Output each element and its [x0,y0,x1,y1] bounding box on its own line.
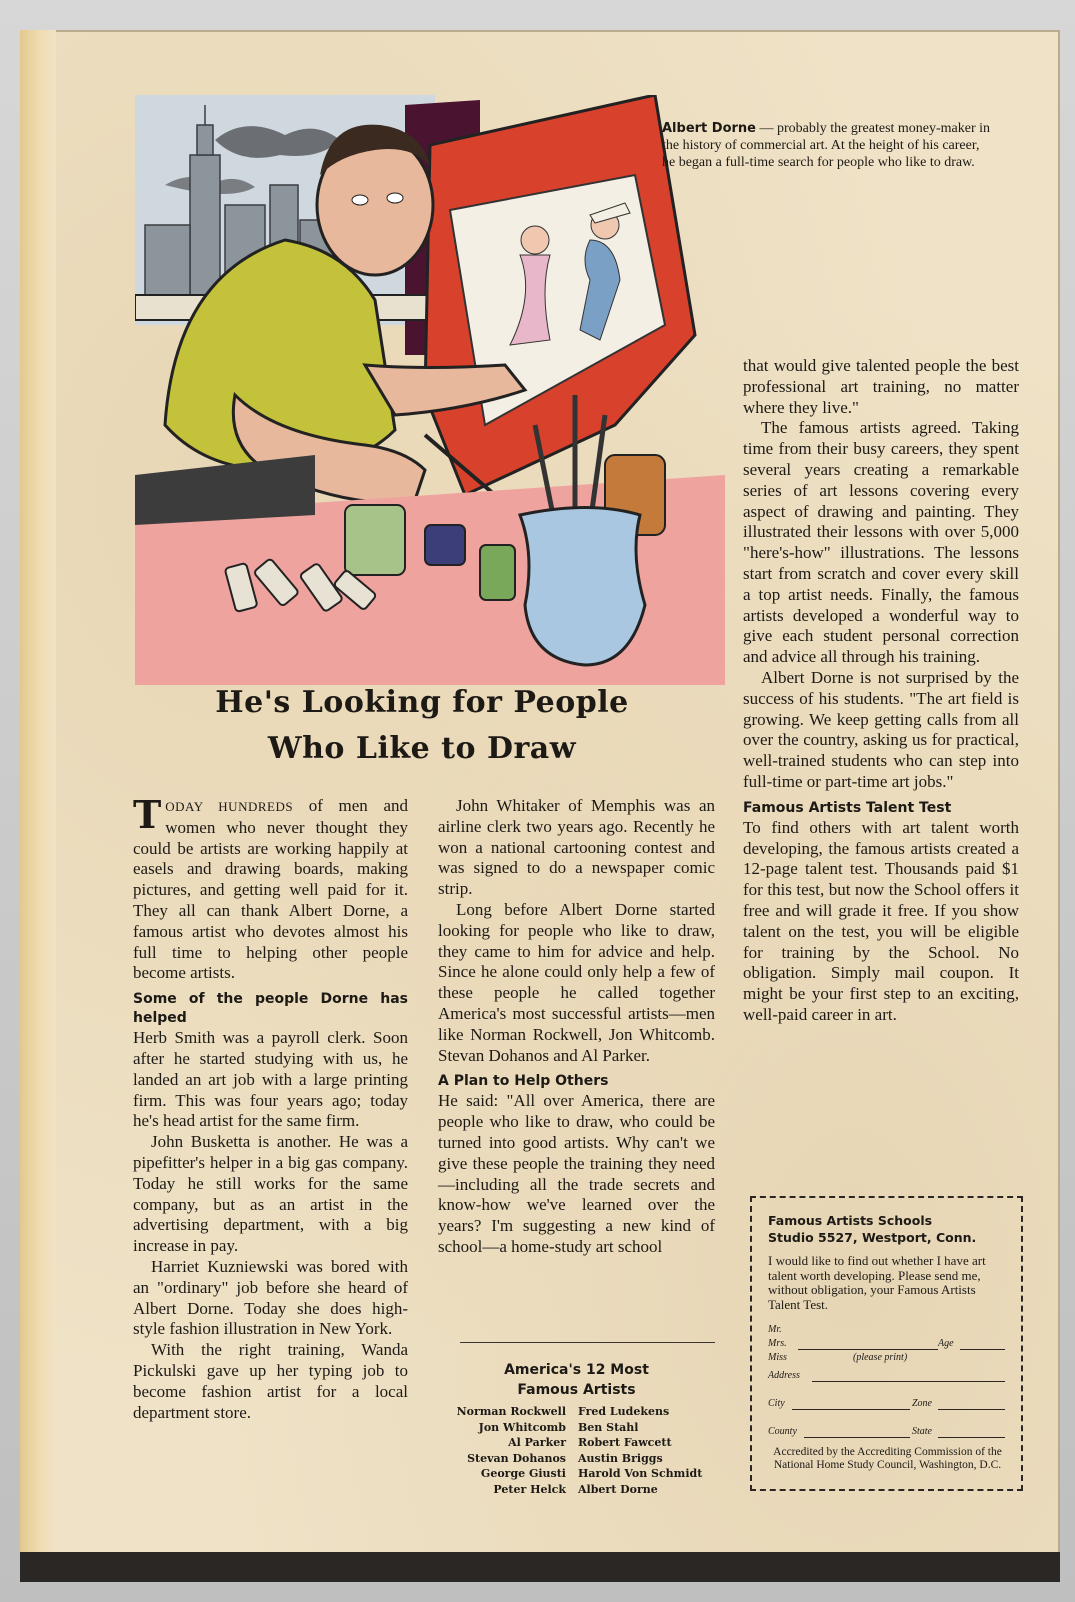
label-address: Address [768,1370,800,1381]
field-mr [768,1324,1007,1338]
artist-name: George Giusti [480,1467,566,1480]
famous-title-line-1: America's 12 Most [504,1362,649,1378]
page-spine [20,30,56,1565]
address-line[interactable] [812,1381,1005,1382]
state-line[interactable] [938,1437,1005,1438]
headline-line-2: Who Like to Draw [267,731,577,766]
lead-caps: ODAY HUNDREDS [165,799,294,814]
article-column-3 [743,356,1019,1026]
artist-name: Stevan Dohanos [467,1451,566,1465]
intro-paragraph [133,792,408,984]
coupon-school-name: Famous Artists Schools [768,1213,933,1228]
drop-cap: T [133,792,162,837]
label-please-print: (please print) [853,1352,908,1363]
paragraph-artists-agreed: The famous artists agreed. Taking time from their busy careers, they spent several years creating a remarkable series of art lessons covering every aspect of drawing and painting. They illustrated their lessons with over 5,000 "here's-how" illustrations. The lessons start from scratch and cover every skill a top artist needs. Finally, the famous artists developed a wonderful way to give each student personal correction and advice all through his training. [743,418,1019,667]
artist-name: Peter Helck [493,1482,566,1496]
paragraph-not-surprised: Albert Dorne is not surprised by the success of his students. "The art field is growing. We keep getting calls from all over the country, asking us for practical, well-trained students who can step into full-time or part-time art jobs." [743,667,1019,791]
label-county: County [768,1426,797,1437]
field-address[interactable] [768,1370,1007,1384]
label-mr: Mr. [768,1324,782,1335]
coupon-request-text: I would like to find out whether I have art talent worth developing. Please send me, without obligation, your Famous Artists Talent Test. [768,1253,986,1312]
paragraph-he-said: He said: "All over America, there are people who like to draw, who could be turned into good artists. Why can't we give these people the training they need—including all the trade secrets and know-how we've learned over the years? I'm suggesting a new kind of school—a home-study art school [438,1091,715,1256]
field-name[interactable] [768,1338,1007,1352]
artist-row [436,1451,726,1467]
subheading-talent-test: Famous Artists Talent Test [743,799,952,816]
page-headline [132,680,712,772]
name-line[interactable] [798,1349,938,1350]
mail-coupon[interactable] [750,1196,1023,1491]
field-city[interactable] [768,1398,1007,1412]
artist-name: Austin Briggs [578,1451,663,1465]
label-age: Age [938,1338,954,1349]
famous-artists-list [436,1404,726,1497]
field-county[interactable] [768,1426,1007,1440]
label-zone: Zone [912,1398,932,1409]
city-line[interactable] [792,1409,910,1410]
illustration-caption [662,120,992,171]
artist-name: Al Parker [508,1436,566,1449]
page-bottom-edge [20,1552,1060,1582]
coupon-accreditation: Accredited by the Accrediting Commission of the National Home Study Council, Washington, D.C. [773,1446,1002,1471]
divider-rule [460,1342,715,1343]
zone-line[interactable] [938,1409,1005,1410]
artist-name: Fred Ludekens [578,1405,670,1418]
famous-artists-title [438,1360,715,1400]
artist-name: Jon Whitcomb [478,1420,566,1434]
age-line[interactable] [960,1349,1005,1350]
artist-name: Ben Stahl [578,1420,639,1434]
intro-text: of men and women who never thought they could be artists are working happily at easels and drawing boards, making pictures, and getting well paid for it. They all can thank Albert Dorne, a famous artist who devotes almost his full time to helping other people become artists. [133,796,408,983]
label-miss: Miss [768,1352,787,1363]
paragraph-long-before: Long before Albert Dorne started looking for people who like to draw, they came to him for advice and help. Since he alone could only help a few of these people he called together America's most successful artists—men like Norman Rockwell, Jon Whitcomb. Stevan Dohanos and Al Parker. [438,899,715,1065]
artist-name: Robert Fawcett [578,1436,672,1449]
subheading-people-helped: Some of the people Dorne has helped [133,991,408,1027]
artist-row [436,1435,726,1451]
caption-text: — probably the greatest money-maker in the history of commercial art. At the height of his career, he began a full-time search for people who like to draw. [662,121,991,170]
paragraph-harriet: Harriet Kuzniewski was bored with an "ordinary" job before she heard of Albert Dorne. Today she does high-style fashion illustration in New York. [133,1256,408,1339]
field-miss [768,1352,1007,1366]
article-column-1 [133,792,408,1423]
paragraph-continued: that would give talented people the best professional art training, no matter where they live." [743,356,1019,417]
artist-row [436,1404,726,1420]
table-edge [135,455,315,525]
label-city: City [768,1398,785,1409]
label-state: State [912,1426,932,1437]
label-mrs: Mrs. [768,1338,787,1349]
artist-name: Harold Von Schmidt [578,1467,703,1480]
paragraph-herb-smith: Herb Smith was a payroll clerk. Soon after he started studying with us, he landed an art job with a large printing firm. This was four years ago; today he's head artist for the same firm. [133,1028,408,1131]
paragraph-talent-test: To find others with art talent worth developing, the famous artists created a 12-page talent test. Thousands paid $1 for this test, but now the School offers it free and will grade it free. If you show talent on the test, you will be eligible for training by the School. No obligation. Simply mail coupon. It might be your first step to an exciting, well-paid career in art. [743,817,1019,1024]
paragraph-wanda: With the right training, Wanda Pickulski gave up her typing job to become fashion artist for a local department store. [133,1340,408,1422]
headline-line-1: He's Looking for People [215,685,629,720]
artist-row [436,1420,726,1436]
artist-illustration [135,95,725,685]
paragraph-john-busketta: John Busketta is another. He was a pipefitter's helper in a big gas company. Today he still works for the same company, but as an artist in the advertising department, with a big increase in pay. [133,1132,408,1256]
famous-title-line-2: Famous Artists [517,1382,636,1398]
subheading-plan: A Plan to Help Others [438,1073,609,1090]
artist-name: Albert Dorne [578,1482,658,1496]
coupon-fields [768,1324,1007,1440]
coupon-school-address: Studio 5527, Westport, Conn. [768,1230,977,1245]
artist-row [436,1482,726,1498]
artist-row [436,1466,726,1482]
paragraph-john-whitaker: John Whitaker of Memphis was an airline clerk two years ago. Recently he won a national cartooning contest and was signed to do a newspaper comic strip. [438,796,715,899]
article-column-2 [438,796,715,1258]
artist-name: Norman Rockwell [456,1405,566,1418]
county-line[interactable] [804,1437,910,1438]
caption-name: Albert Dorne [662,121,756,136]
